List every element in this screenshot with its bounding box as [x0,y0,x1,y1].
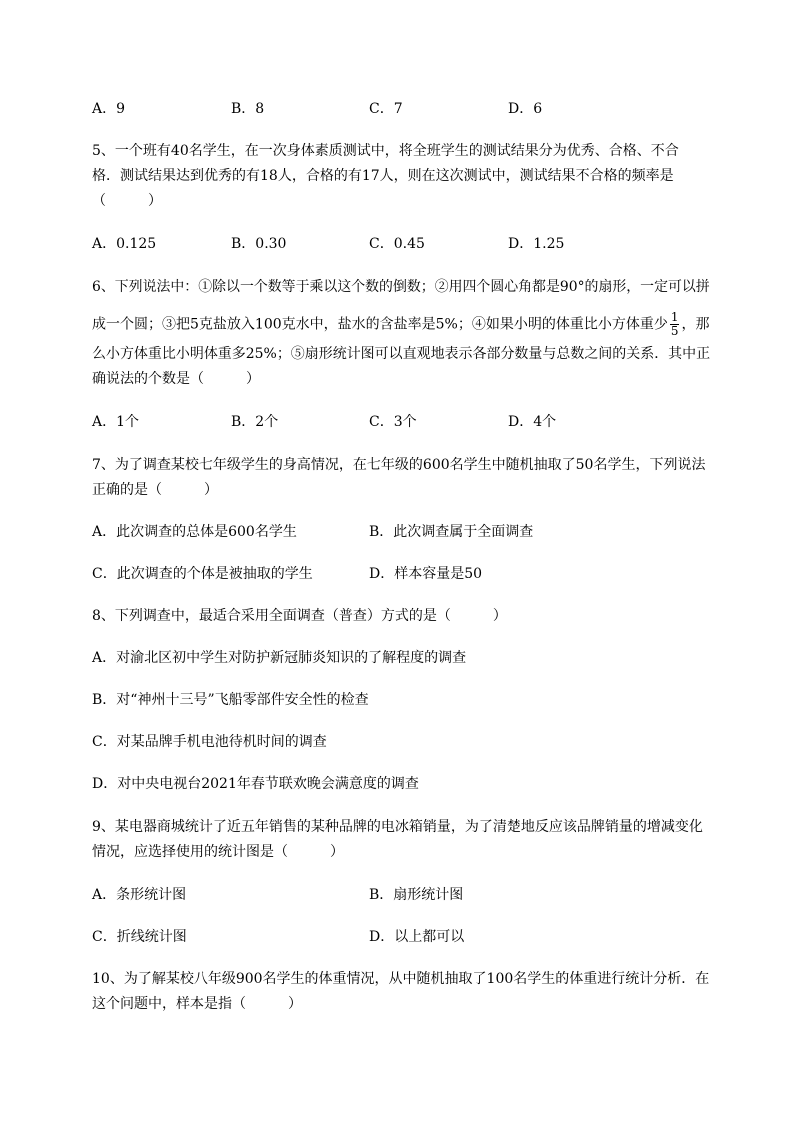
option-a: A．此次调查的总体是600名学生 [92,524,297,540]
option-b: B．0.30 [231,236,287,252]
option-c: C．7 [369,101,403,117]
question-10-stem-line-2: 这个问题中，样本是指（ ） [92,996,302,1012]
option-c: C．0.45 [369,236,425,252]
option-c: C．对某品牌手机电池待机时间的调查 [92,734,327,750]
option-c: C．折线统计图 [92,929,187,945]
question-5-stem-line-2: 格．测试结果达到优秀的有18人，合格的有17人，则在这次测试中，测试结果不合格的频率是 [92,168,674,184]
option-c: C．此次调查的个体是被抽取的学生 [92,566,313,582]
option-a: A．9 [92,101,126,117]
question-7-stem-line-1: 7、为了调查某校七年级学生的身高情况，在七年级的600名学生中随机抽取了50名学生，下列说法 [92,457,706,473]
question-6-text: ，那 [681,316,710,333]
question-10-stem-line-1: 10、为了解某校八年级900名学生的体重情况，从中随机抽取了100名学生的体重进行统计分析．在 [92,971,710,987]
option-d: D．4个 [508,414,557,430]
option-d: D．对中央电视台2021年春节联欢晚会满意度的调查 [92,776,419,792]
question-5-stem-line-3: （ ） [92,193,162,209]
option-d: D．样本容量是50 [369,566,483,582]
option-b: B．2个 [231,414,279,430]
option-b: B．扇形统计图 [369,887,464,903]
question-9-stem-line-1: 9、某电器商城统计了近五年销售的某种品牌的电冰箱销量，为了清楚地反应该品牌销量的增减变化 [92,819,703,835]
question-6-text: 成一个圆；③把5克盐放入100克水中，盐水的含盐率是5%；④如果小明的体重比小方体重少 [92,316,668,333]
option-a: A．条形统计图 [92,887,187,903]
option-c: C．3个 [369,414,417,430]
option-b: B．对“神州十三号”飞船零部件安全性的检查 [92,692,369,708]
question-6-stem-line-1: 6、下列说法中：①除以一个数等于乘以这个数的倒数；②用四个圆心角都是90°的扇形，一定可以拼 [92,279,710,295]
question-9-stem-line-2: 情况，应选择使用的统计图是（ ） [92,844,344,860]
question-6-stem-line-2 [92,311,709,338]
question-7-stem-line-2: 正确的是（ ） [92,482,218,498]
option-a: A．0.125 [92,236,157,252]
option-d: D．以上都可以 [369,929,465,945]
option-a: A．1个 [92,414,140,430]
option-b: B．8 [231,101,265,117]
option-b: B．此次调查属于全面调查 [369,524,534,540]
option-a: A．对渝北区初中学生对防护新冠肺炎知识的了解程度的调查 [92,650,467,666]
question-6-stem-line-4: 确说法的个数是（ ） [92,371,260,387]
option-d: D．1.25 [508,236,565,252]
question-6-stem-line-3: 么小方体重比小明体重多25%；⑤扇形统计图可以直观地表示各部分数量与总数之间的关系．其中正 [92,346,711,362]
fraction-numerator: 1 [670,310,679,324]
question-5-stem-line-1: 5、一个班有40名学生，在一次身体素质测试中，将全班学生的测试结果分为优秀、合格、不合 [92,143,679,159]
fraction [670,311,680,338]
option-d: D．6 [508,101,543,117]
question-8-stem: 8、下列调查中，最适合采用全面调查（普查）方式的是（ ） [92,608,507,624]
fraction-denominator: 5 [670,324,679,338]
